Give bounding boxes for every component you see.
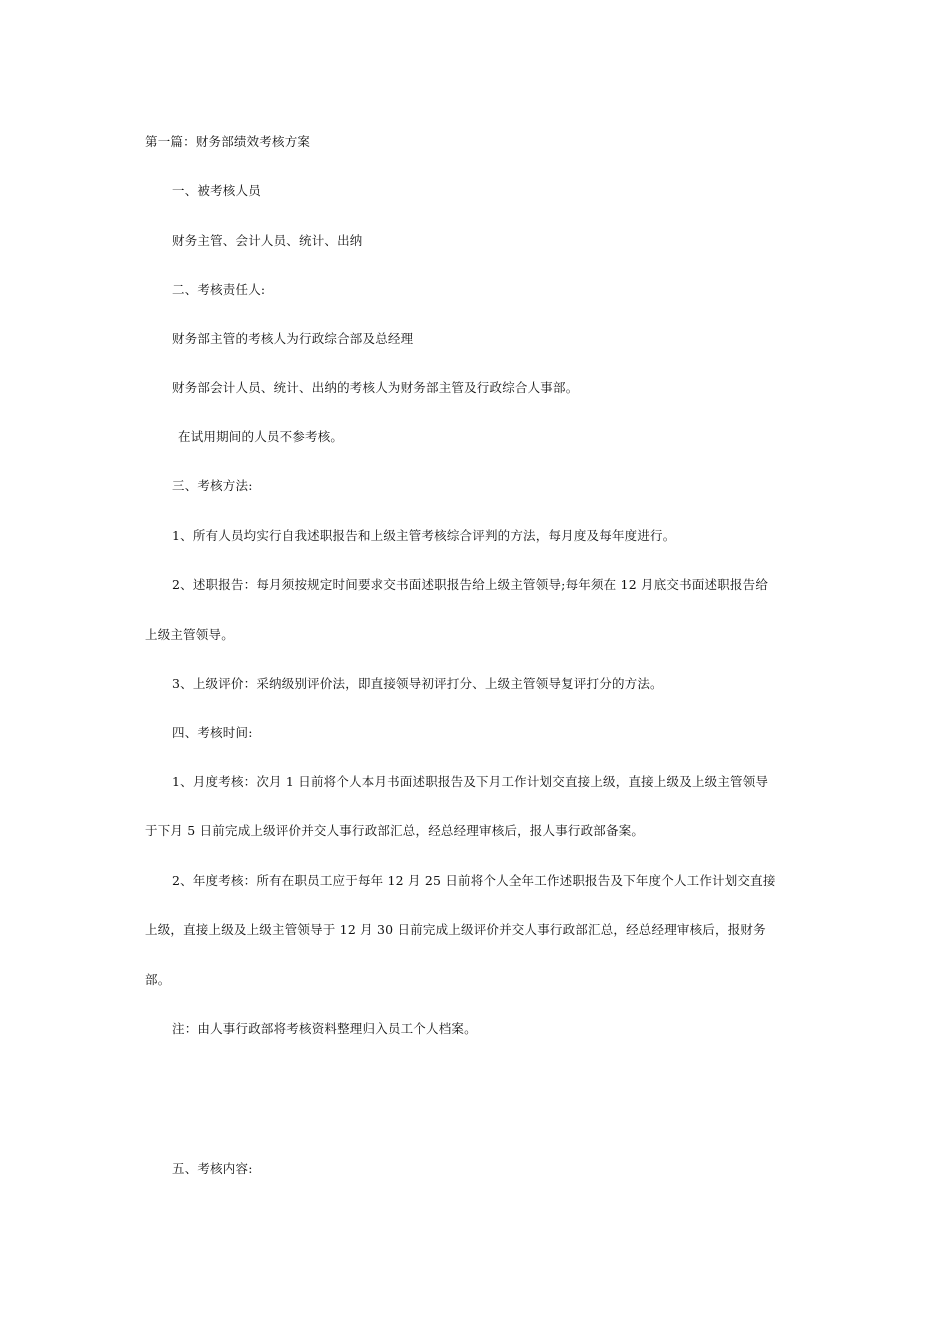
section-3-item-3: 3、上级评价：采纳级别评价法，即直接领导初评打分、上级主管领导复评打分的方法。 <box>172 676 663 691</box>
document-title: 第一篇：财务部绩效考核方案 <box>145 134 311 149</box>
section-4-item-2-line-1: 2、年度考核：所有在职员工应于每年 12 月 25 日前将个人全年工作述职报告及下年度个人工作计划交直接 <box>172 873 776 888</box>
note: 注：由人事行政部将考核资料整理归入员工个人档案。 <box>172 1021 477 1036</box>
section-3-item-1: 1、所有人员均实行自我述职报告和上级主管考核综合评判的方法，每月度及每年度进行。 <box>172 528 676 543</box>
section-4-item-1-line-1: 1、月度考核：次月 1 日前将个人本月书面述职报告及下月工作计划交直接上级，直接上级及上级主管领导 <box>172 774 769 789</box>
section-4-item-1-line-2: 于下月 5 日前完成上级评价并交人事行政部汇总，经总经理审核后，报人事行政部备案。 <box>145 823 645 838</box>
section-2-line-1: 财务部主管的考核人为行政综合部及总经理 <box>172 331 414 346</box>
section-heading-2: 二、考核责任人: <box>172 282 266 297</box>
section-heading-5: 五、考核内容: <box>172 1161 253 1176</box>
section-heading-1: 一、被考核人员 <box>172 183 261 198</box>
section-4-item-2-line-2: 上级，直接上级及上级主管领导于 12 月 30 日前完成上级评价并交人事行政部汇总，经总经理审核后，报财务 <box>145 922 766 937</box>
section-heading-4: 四、考核时间: <box>172 725 253 740</box>
section-4-item-2-line-3: 部。 <box>145 972 171 987</box>
section-3-item-2-line-2: 上级主管领导。 <box>145 627 234 642</box>
section-1-body: 财务主管、会计人员、统计、出纳 <box>172 233 363 248</box>
section-2-line-2: 财务部会计人员、统计、出纳的考核人为财务部主管及行政综合人事部。 <box>172 380 579 395</box>
section-heading-3: 三、考核方法: <box>172 478 253 493</box>
section-3-item-2-line-1: 2、述职报告：每月须按规定时间要求交书面述职报告给上级主管领导;每年须在 12 月底交书面述职报告给 <box>172 577 769 592</box>
section-2-line-3: 在试用期间的人员不参考核。 <box>178 429 344 444</box>
